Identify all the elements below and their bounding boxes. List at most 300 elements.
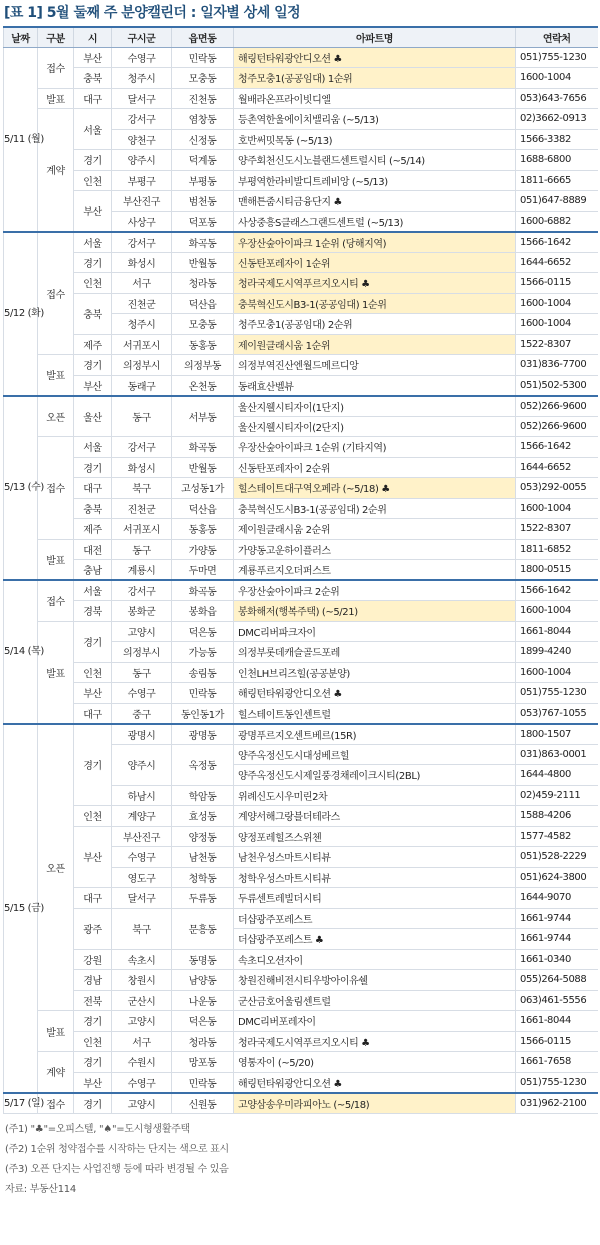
table-row [4, 150, 598, 171]
dong-cell: 봉화읍 [172, 601, 234, 622]
district-cell: 중구 [112, 703, 172, 724]
dong-cell: 가능동 [172, 642, 234, 663]
type-cell: 발표 [38, 621, 74, 724]
city-cell: 경기 [74, 621, 112, 662]
apartment-cell: 청라국제도시역푸르지오시티 ♣ [234, 1031, 516, 1052]
dong-cell: 민락동 [172, 683, 234, 704]
apartment-cell: 가양동고운하이플러스 [234, 539, 516, 560]
apartment-cell: 청주모충1(공공임대) 2순위 [234, 314, 516, 335]
apartment-cell: 사상중흥S클래스그랜드센트럴 (~5/13) [234, 211, 516, 232]
apartment-cell: 동래효산벨뷰 [234, 375, 516, 396]
apartment-cell: 양주회천신도시노블랜드센트럴시티 (~5/14) [234, 150, 516, 171]
city-cell: 제주 [74, 519, 112, 540]
dong-cell: 모충동 [172, 68, 234, 89]
city-cell: 부산 [74, 1072, 112, 1093]
phone-cell: 051)755-1230 [516, 683, 598, 704]
phone-cell: 063)461-5556 [516, 990, 598, 1011]
phone-cell: 031)962-2100 [516, 1093, 598, 1114]
apartment-cell: 계룡푸르지오더퍼스트 [234, 560, 516, 581]
dong-cell: 덕포동 [172, 211, 234, 232]
phone-cell: 1600-1004 [516, 662, 598, 683]
district-cell: 달서구 [112, 88, 172, 109]
district-cell: 부산진구 [112, 191, 172, 212]
col-header-phone: 연락처 [516, 27, 598, 47]
apartment-cell: 창원진해비전시티우방아이유쉘 [234, 970, 516, 991]
table-row [4, 273, 598, 294]
table-row [4, 437, 598, 458]
phone-cell: 051)755-1230 [516, 1072, 598, 1093]
apartment-cell: 양정포레힐즈스위첸 [234, 826, 516, 847]
phone-cell: 052)266-9600 [516, 416, 598, 437]
type-cell: 계약 [38, 1052, 74, 1093]
city-cell: 서울 [74, 580, 112, 601]
city-cell: 경기 [74, 1093, 112, 1114]
district-cell: 강서구 [112, 232, 172, 253]
table-row [4, 375, 598, 396]
apartment-cell: 우장산숲아이파크 1순위 (당해지역) [234, 232, 516, 253]
dong-cell: 반월동 [172, 457, 234, 478]
dong-cell: 신원동 [172, 1093, 234, 1114]
phone-cell: 1661-8044 [516, 621, 598, 642]
phone-cell: 1661-9744 [516, 908, 598, 929]
dong-cell: 남천동 [172, 847, 234, 868]
dong-cell: 청학동 [172, 867, 234, 888]
district-cell: 수영구 [112, 683, 172, 704]
phone-cell: 1644-9070 [516, 888, 598, 909]
type-cell: 발표 [38, 355, 74, 396]
apartment-cell: 등촌역한울에이치밸리움 (~5/13) [234, 109, 516, 130]
dong-cell: 화곡동 [172, 232, 234, 253]
apartment-cell: 신동탄포레자이 2순위 [234, 457, 516, 478]
table-row [4, 621, 598, 642]
apartment-cell: 힐스테이트대구역오페라 (~5/18) ♣ [234, 478, 516, 499]
date-cell: 5/15 (금) [4, 724, 38, 1093]
city-cell: 인천 [74, 806, 112, 827]
dong-cell: 동명동 [172, 949, 234, 970]
phone-cell: 02)3662-0913 [516, 109, 598, 130]
dong-cell: 양정동 [172, 826, 234, 847]
table-row [4, 949, 598, 970]
table-row [4, 252, 598, 273]
phone-cell: 1566-3382 [516, 129, 598, 150]
dong-cell: 청라동 [172, 1031, 234, 1052]
apartment-cell: 우장산숲아이파크 1순위 (기타지역) [234, 437, 516, 458]
apartment-cell: 의정부롯데캐슬골드포레 [234, 642, 516, 663]
table-row [4, 68, 598, 89]
phone-cell: 1811-6665 [516, 170, 598, 191]
date-cell: 5/17 (일) [4, 1093, 38, 1114]
district-cell: 수영구 [112, 847, 172, 868]
phone-cell: 053)643-7656 [516, 88, 598, 109]
district-cell: 북구 [112, 478, 172, 499]
apartment-cell: 제이원클래시움 2순위 [234, 519, 516, 540]
phone-cell: 1661-8044 [516, 1011, 598, 1032]
city-cell: 인천 [74, 273, 112, 294]
district-cell: 양주시 [112, 150, 172, 171]
phone-cell: 1661-0340 [516, 949, 598, 970]
type-cell: 발표 [38, 88, 74, 109]
date-cell: 5/12 (화) [4, 232, 38, 396]
district-cell: 고양시 [112, 621, 172, 642]
table-row [4, 355, 598, 376]
phone-cell: 1800-0515 [516, 560, 598, 581]
dong-cell: 동인동1가 [172, 703, 234, 724]
city-cell: 서울 [74, 437, 112, 458]
dong-cell: 망포동 [172, 1052, 234, 1073]
district-cell: 고양시 [112, 1011, 172, 1032]
apartment-cell: 군산금호어울림센트럴 [234, 990, 516, 1011]
dong-cell: 덕은동 [172, 621, 234, 642]
type-cell: 오픈 [38, 396, 74, 437]
city-cell: 대구 [74, 88, 112, 109]
district-cell: 강서구 [112, 109, 172, 130]
table-row [4, 478, 598, 499]
apartment-cell: 두류센트레빌더시티 [234, 888, 516, 909]
phone-cell: 031)836-7700 [516, 355, 598, 376]
apartment-cell: 영통자이 (~5/20) [234, 1052, 516, 1073]
table-row [4, 191, 598, 212]
apartment-cell: 위례신도시우미린2차 [234, 785, 516, 806]
table-row [4, 560, 598, 581]
type-cell: 오픈 [38, 724, 74, 1011]
dong-cell: 문흥동 [172, 908, 234, 949]
apartment-cell: 맨해튼줌시티금융단지 ♣ [234, 191, 516, 212]
dong-cell: 민락동 [172, 47, 234, 68]
apartment-cell: 청라국제도시역푸르지오시티 ♣ [234, 273, 516, 294]
city-cell: 경기 [74, 252, 112, 273]
phone-cell: 051)528-2229 [516, 847, 598, 868]
district-cell: 강서구 [112, 580, 172, 601]
city-cell: 서울 [74, 232, 112, 253]
district-cell: 북구 [112, 908, 172, 949]
table-row [4, 232, 598, 253]
dong-cell: 화곡동 [172, 437, 234, 458]
district-cell: 광명시 [112, 724, 172, 745]
district-cell: 창원시 [112, 970, 172, 991]
phone-cell: 1600-1004 [516, 293, 598, 314]
district-cell: 부평구 [112, 170, 172, 191]
dong-cell: 두마면 [172, 560, 234, 581]
phone-cell: 1811-6852 [516, 539, 598, 560]
apartment-cell: 울산지웰시티자이(1단지) [234, 396, 516, 417]
phone-cell: 1600-1004 [516, 498, 598, 519]
dong-cell: 덕산읍 [172, 498, 234, 519]
dong-cell: 덕계동 [172, 150, 234, 171]
table-row [4, 683, 598, 704]
city-cell: 전북 [74, 990, 112, 1011]
phone-cell: 1688-6800 [516, 150, 598, 171]
district-cell: 사상구 [112, 211, 172, 232]
phone-cell: 1566-1642 [516, 232, 598, 253]
apartment-cell: 청학우성스마트시티뷰 [234, 867, 516, 888]
table-row [4, 334, 598, 355]
apartment-cell: 광명푸르지오센트베르(15R) [234, 724, 516, 745]
phone-cell: 1600-1004 [516, 68, 598, 89]
district-cell: 진천군 [112, 498, 172, 519]
city-cell: 강원 [74, 949, 112, 970]
apartment-cell: 충북혁신도시B3-1(공공임대) 2순위 [234, 498, 516, 519]
city-cell: 대전 [74, 539, 112, 560]
apartment-cell: 속초디오션자이 [234, 949, 516, 970]
apartment-cell: 봉화해저(행복주택) (~5/21) [234, 601, 516, 622]
table-row [4, 1052, 598, 1073]
district-cell: 동래구 [112, 375, 172, 396]
city-cell: 경기 [74, 1011, 112, 1032]
district-cell: 양주시 [112, 744, 172, 785]
phone-cell: 1600-1004 [516, 314, 598, 335]
apartment-cell: DMC리버파크자이 [234, 621, 516, 642]
city-cell: 부산 [74, 191, 112, 232]
city-cell: 부산 [74, 375, 112, 396]
city-cell: 경기 [74, 457, 112, 478]
district-cell: 수영구 [112, 1072, 172, 1093]
district-cell: 봉화군 [112, 601, 172, 622]
apartment-cell: 호반써밋목동 (~5/13) [234, 129, 516, 150]
district-cell: 서귀포시 [112, 519, 172, 540]
city-cell: 경북 [74, 601, 112, 622]
dong-cell: 덕산읍 [172, 293, 234, 314]
dong-cell: 서부동 [172, 396, 234, 437]
district-cell: 의정부시 [112, 355, 172, 376]
city-cell: 인천 [74, 170, 112, 191]
phone-cell: 051)755-1230 [516, 47, 598, 68]
apartment-cell: 더샵광주포레스트 [234, 908, 516, 929]
table-row [4, 519, 598, 540]
dong-cell: 덕은동 [172, 1011, 234, 1032]
table-row [4, 1031, 598, 1052]
phone-cell: 053)292-0055 [516, 478, 598, 499]
dong-cell: 효성동 [172, 806, 234, 827]
schedule-table-body [4, 47, 598, 1113]
apartment-cell: 해링턴타워광안디오션 ♣ [234, 1072, 516, 1093]
phone-cell: 031)863-0001 [516, 744, 598, 765]
apartment-cell: 충북혁신도시B3-1(공공임대) 1순위 [234, 293, 516, 314]
phone-cell: 1522-8307 [516, 334, 598, 355]
dong-cell: 모충동 [172, 314, 234, 335]
city-cell: 울산 [74, 396, 112, 437]
phone-cell: 1566-0115 [516, 273, 598, 294]
apartment-cell: 울산지웰시티자이(2단지) [234, 416, 516, 437]
table-row [4, 88, 598, 109]
dong-cell: 고성동1가 [172, 478, 234, 499]
table-row [4, 601, 598, 622]
dong-cell: 동홍동 [172, 334, 234, 355]
apartment-cell: 해링턴타워광안디오션 ♣ [234, 683, 516, 704]
district-cell: 영도구 [112, 867, 172, 888]
phone-cell: 053)767-1055 [516, 703, 598, 724]
header-row [4, 27, 598, 47]
phone-cell: 1577-4582 [516, 826, 598, 847]
district-cell: 강서구 [112, 437, 172, 458]
city-cell: 광주 [74, 908, 112, 949]
apartment-cell: 인천LH브리즈힐(공공분양) [234, 662, 516, 683]
district-cell: 수원시 [112, 1052, 172, 1073]
phone-cell: 1644-6652 [516, 457, 598, 478]
apartment-cell: 더샵광주포레스트 ♣ [234, 929, 516, 950]
district-cell: 계양구 [112, 806, 172, 827]
dong-cell: 의정부동 [172, 355, 234, 376]
city-cell: 대구 [74, 703, 112, 724]
table-row [4, 970, 598, 991]
city-cell: 경남 [74, 970, 112, 991]
table-row [4, 1011, 598, 1032]
phone-cell: 1661-7658 [516, 1052, 598, 1073]
table-row [4, 990, 598, 1011]
city-cell: 부산 [74, 683, 112, 704]
table-row [4, 662, 598, 683]
dong-cell: 학암동 [172, 785, 234, 806]
apartment-cell: 양주옥정신도시제일풍경채레이크시티(2BL) [234, 765, 516, 786]
footnote-3: (주3) 오픈 단지는 사업진행 등에 따라 변경될 수 있음 [5, 1163, 229, 1175]
district-cell: 서구 [112, 1031, 172, 1052]
type-cell: 접수 [38, 1093, 74, 1114]
city-cell: 인천 [74, 1031, 112, 1052]
city-cell: 충북 [74, 293, 112, 334]
footnote-2: (주2) 1순위 청약접수를 시작하는 단지는 색으로 표시 [5, 1143, 229, 1155]
dong-cell: 부평동 [172, 170, 234, 191]
district-cell: 동구 [112, 662, 172, 683]
city-cell: 대구 [74, 478, 112, 499]
table-row [4, 580, 598, 601]
phone-cell: 1588-4206 [516, 806, 598, 827]
col-header-dong: 읍면동 [172, 27, 234, 47]
city-cell: 경기 [74, 1052, 112, 1073]
district-cell: 서귀포시 [112, 334, 172, 355]
dong-cell: 광명동 [172, 724, 234, 745]
district-cell: 군산시 [112, 990, 172, 1011]
table-row [4, 1093, 598, 1114]
district-cell: 의정부시 [112, 642, 172, 663]
type-cell: 발표 [38, 539, 74, 580]
district-cell: 동구 [112, 539, 172, 560]
schedule-table [3, 26, 598, 1114]
phone-cell: 1661-9744 [516, 929, 598, 950]
apartment-cell: 계양서해그랑블더테라스 [234, 806, 516, 827]
date-cell: 5/13 (수) [4, 396, 38, 581]
dong-cell: 청라동 [172, 273, 234, 294]
table-row [4, 703, 598, 724]
dong-cell: 신정동 [172, 129, 234, 150]
table-row [4, 293, 598, 314]
city-cell: 경기 [74, 355, 112, 376]
apartment-cell: 부평역한라비발디트레비앙 (~5/13) [234, 170, 516, 191]
apartment-cell: 우장산숲아이파크 2순위 [234, 580, 516, 601]
dong-cell: 온천동 [172, 375, 234, 396]
district-cell: 동구 [112, 396, 172, 437]
table-row [4, 170, 598, 191]
apartment-cell: 의정부역진산엔월드메르디앙 [234, 355, 516, 376]
apartment-cell: 제이원클래시움 1순위 [234, 334, 516, 355]
district-cell: 화성시 [112, 252, 172, 273]
dong-cell: 범천동 [172, 191, 234, 212]
dong-cell: 옥정동 [172, 744, 234, 785]
dong-cell: 동홍동 [172, 519, 234, 540]
city-cell: 충남 [74, 560, 112, 581]
apartment-cell: 월배라온프라이빗디엘 [234, 88, 516, 109]
district-cell: 화성시 [112, 457, 172, 478]
apartment-cell: 힐스테이트동인센트럴 [234, 703, 516, 724]
apartment-cell: 신동탄포레자이 1순위 [234, 252, 516, 273]
date-cell: 5/14 (목) [4, 580, 38, 724]
table-row [4, 498, 598, 519]
phone-cell: 1899-4240 [516, 642, 598, 663]
table-row [4, 724, 598, 745]
date-cell: 5/11 (월) [4, 47, 38, 232]
phone-cell: 051)647-8889 [516, 191, 598, 212]
apartment-cell: DMC리버포레자이 [234, 1011, 516, 1032]
table-row [4, 908, 598, 929]
footnotes [5, 1120, 600, 1200]
phone-cell: 1566-1642 [516, 580, 598, 601]
apartment-cell: 남천우성스마트시티뷰 [234, 847, 516, 868]
col-header-apartment: 아파트명 [234, 27, 516, 47]
col-header-type: 구분 [38, 27, 74, 47]
district-cell: 달서구 [112, 888, 172, 909]
dong-cell: 화곡동 [172, 580, 234, 601]
district-cell: 청주시 [112, 314, 172, 335]
table-title: [표 1] 5월 둘째 주 분양캘린더 : 일자별 상세 일정 [4, 5, 301, 21]
city-cell: 부산 [74, 47, 112, 68]
district-cell: 양천구 [112, 129, 172, 150]
dong-cell: 두류동 [172, 888, 234, 909]
dong-cell: 가양동 [172, 539, 234, 560]
table-row [4, 888, 598, 909]
phone-cell: 1800-1507 [516, 724, 598, 745]
phone-cell: 1522-8307 [516, 519, 598, 540]
table-row [4, 806, 598, 827]
phone-cell: 1566-0115 [516, 1031, 598, 1052]
phone-cell: 1566-1642 [516, 437, 598, 458]
dong-cell: 진천동 [172, 88, 234, 109]
type-cell: 접수 [38, 232, 74, 355]
district-cell: 진천군 [112, 293, 172, 314]
table-row [4, 47, 598, 68]
city-cell: 서울 [74, 109, 112, 150]
phone-cell: 1644-4800 [516, 765, 598, 786]
district-cell: 계룡시 [112, 560, 172, 581]
district-cell: 속초시 [112, 949, 172, 970]
city-cell: 경기 [74, 724, 112, 806]
dong-cell: 송림동 [172, 662, 234, 683]
city-cell: 충북 [74, 498, 112, 519]
type-cell: 접수 [38, 437, 74, 540]
phone-cell: 055)264-5088 [516, 970, 598, 991]
source-note: 자료: 부동산114 [5, 1183, 76, 1195]
phone-cell: 051)624-3800 [516, 867, 598, 888]
phone-cell: 1644-6652 [516, 252, 598, 273]
apartment-cell: 양주옥정신도시대성베르힐 [234, 744, 516, 765]
city-cell: 충북 [74, 68, 112, 89]
phone-cell: 1600-6882 [516, 211, 598, 232]
city-cell: 인천 [74, 662, 112, 683]
district-cell: 수영구 [112, 47, 172, 68]
phone-cell: 02)459-2111 [516, 785, 598, 806]
dong-cell: 반월동 [172, 252, 234, 273]
phone-cell: 052)266-9600 [516, 396, 598, 417]
dong-cell: 남양동 [172, 970, 234, 991]
city-cell: 제주 [74, 334, 112, 355]
type-cell: 계약 [38, 109, 74, 232]
table-row [4, 457, 598, 478]
dong-cell: 나운동 [172, 990, 234, 1011]
district-cell: 청주시 [112, 68, 172, 89]
district-cell: 부산진구 [112, 826, 172, 847]
city-cell: 대구 [74, 888, 112, 909]
col-header-city: 시 [74, 27, 112, 47]
apartment-cell: 해링턴타워광안디오션 ♣ [234, 47, 516, 68]
type-cell: 접수 [38, 47, 74, 88]
phone-cell: 1600-1004 [516, 601, 598, 622]
